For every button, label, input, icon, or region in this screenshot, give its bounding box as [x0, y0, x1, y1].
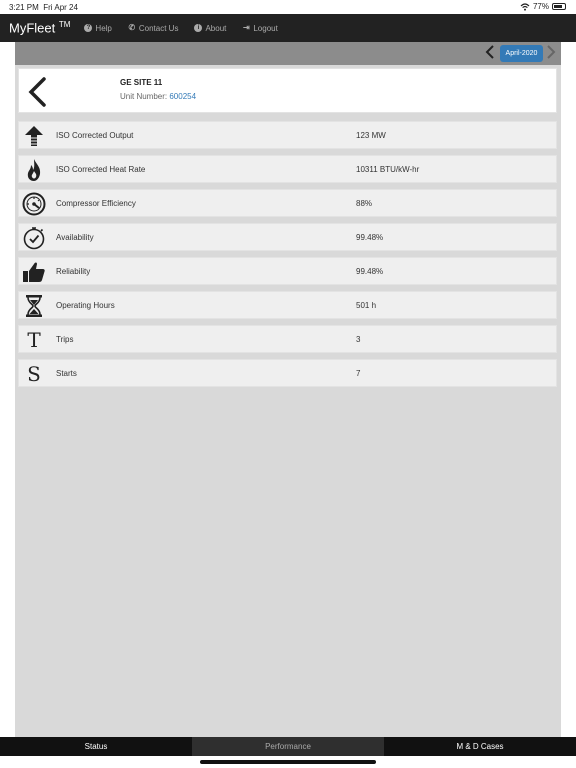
info-circle-icon: i	[194, 24, 202, 32]
site-name: GE SITE 11	[120, 78, 163, 87]
metric-value: 10311 BTU/kW-hr	[356, 165, 420, 174]
status-time-date	[9, 3, 78, 12]
metric-value: 123 MW	[356, 131, 386, 140]
nav-help-label: Help	[95, 23, 112, 33]
gauge-icon	[22, 192, 46, 216]
back-button[interactable]	[25, 75, 49, 109]
metric-label: Compressor Efficiency	[56, 199, 136, 208]
brand-trademark: TM	[58, 20, 71, 30]
nav-help-link[interactable]	[84, 24, 111, 33]
status-right	[520, 2, 566, 11]
battery-icon	[552, 3, 566, 10]
next-month-button[interactable]	[546, 44, 558, 62]
letter-s-icon: S	[27, 362, 41, 386]
tab-performance[interactable]: Performance	[192, 737, 384, 756]
metric-value: 501 h	[356, 301, 377, 310]
metric-row-compressor-efficiency[interactable]	[18, 189, 557, 217]
bottom-tab-bar	[0, 737, 576, 756]
status-time: 3:21 PM	[9, 3, 39, 12]
unit-number-line	[120, 92, 196, 101]
brand-name: MyFleet	[9, 20, 56, 36]
metric-row-trips[interactable]	[18, 325, 557, 353]
metric-label: ISO Corrected Heat Rate	[56, 165, 146, 174]
unit-number-label: Unit Number:	[120, 92, 168, 101]
metric-label: Starts	[56, 369, 77, 378]
phone-icon: ✆	[128, 23, 136, 32]
chevron-left-icon	[25, 75, 49, 109]
month-toolbar	[15, 42, 561, 65]
metric-row-reliability[interactable]	[18, 257, 557, 285]
month-selector-button[interactable]: April-2020	[500, 45, 543, 62]
metric-label: Availability	[56, 233, 94, 242]
question-circle-icon: ?	[84, 24, 92, 32]
metric-value: 99.48%	[356, 233, 384, 242]
nav-contact-link[interactable]	[128, 24, 179, 33]
site-header-card	[18, 68, 557, 113]
previous-month-button[interactable]	[485, 44, 497, 62]
metric-value: 7	[356, 369, 361, 378]
brand-logo[interactable]	[9, 20, 70, 35]
tab-md-cases[interactable]: M & D Cases	[456, 742, 504, 751]
metric-row-starts[interactable]	[18, 359, 557, 387]
unit-number-link[interactable]: 600254	[169, 92, 197, 101]
metric-row-output[interactable]	[18, 121, 557, 149]
metric-value: 3	[356, 335, 361, 344]
metric-row-availability[interactable]	[18, 223, 557, 251]
top-navbar	[0, 14, 576, 42]
output-arrow-icon	[22, 124, 46, 148]
nav-contact-label: Contact Us	[138, 23, 179, 33]
stopwatch-check-icon	[22, 226, 46, 250]
chevron-right-icon	[546, 44, 556, 60]
tab-status[interactable]: Status	[84, 742, 108, 751]
nav-about-label: About	[205, 23, 227, 33]
metric-row-heat-rate[interactable]	[18, 155, 557, 183]
wifi-icon	[520, 3, 530, 11]
nav-logout-link[interactable]	[242, 24, 277, 33]
metric-label: Reliability	[56, 267, 91, 276]
nav-logout-label: Logout	[253, 23, 278, 33]
hourglass-icon	[22, 294, 46, 318]
metric-value: 99.48%	[356, 267, 384, 276]
metric-value: 88%	[356, 199, 373, 208]
status-date: Fri Apr 24	[43, 3, 78, 12]
chevron-left-icon	[485, 44, 495, 60]
system-status-bar	[0, 0, 576, 14]
main-content	[15, 42, 561, 737]
metric-label: ISO Corrected Output	[56, 131, 134, 140]
home-indicator[interactable]	[200, 760, 376, 764]
flame-icon	[22, 158, 46, 182]
nav-about-link[interactable]	[194, 24, 226, 33]
metric-label: Operating Hours	[56, 301, 115, 310]
letter-t-icon: T	[27, 328, 41, 352]
metric-label: Trips	[56, 335, 74, 344]
thumbs-up-icon	[22, 260, 46, 284]
metric-row-operating-hours[interactable]	[18, 291, 557, 319]
sign-out-icon: ⇥	[243, 23, 250, 32]
battery-percent: 77%	[532, 2, 549, 11]
